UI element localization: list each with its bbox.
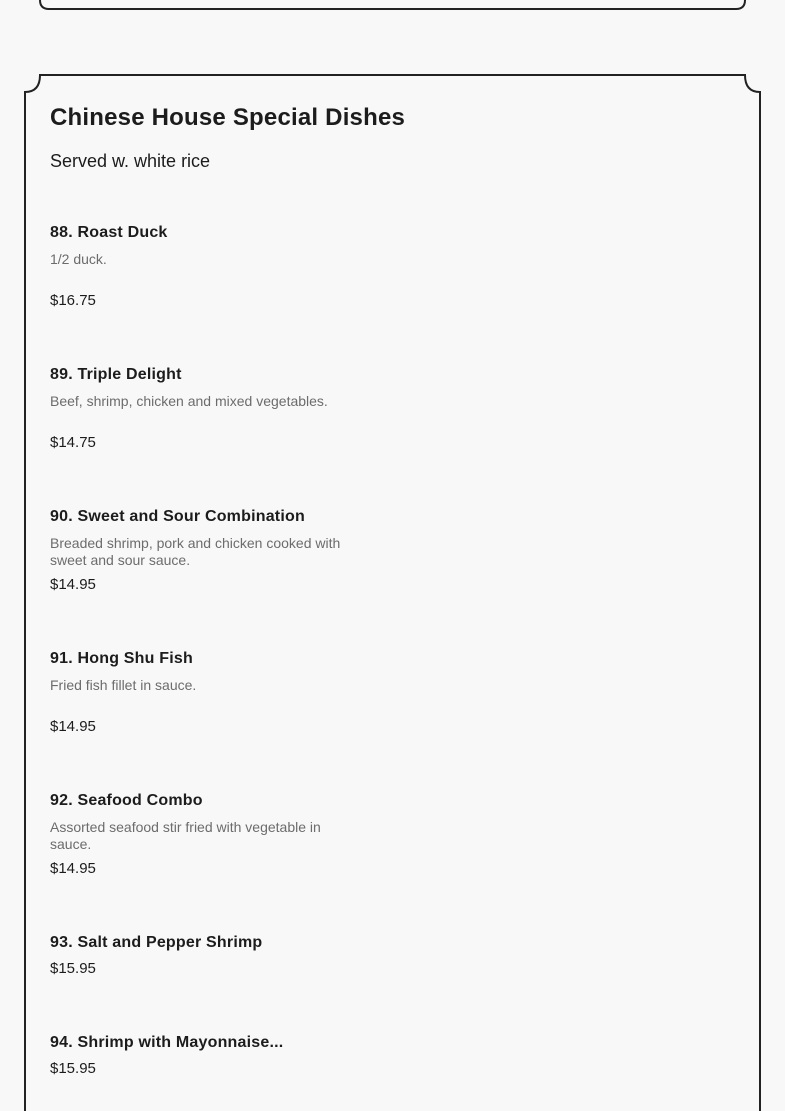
item-price: $15.95 bbox=[50, 1060, 96, 1077]
section-subtitle: Served w. white rice bbox=[50, 151, 211, 171]
item-price: $15.95 bbox=[50, 960, 96, 977]
item-name: 88. Roast Duck bbox=[50, 224, 168, 241]
item-price: $14.75 bbox=[50, 434, 96, 451]
item-price: $14.95 bbox=[50, 576, 96, 593]
item-description: Breaded shrimp, pork and chicken cooked with sweet and sour sauce. bbox=[50, 535, 341, 568]
item-name: 92. Seafood Combo bbox=[50, 792, 203, 809]
item-name: 93. Salt and Pepper Shrimp bbox=[50, 934, 263, 951]
item-description: Fried fish fillet in sauce. bbox=[50, 677, 197, 693]
item-price: $14.95 bbox=[50, 860, 96, 877]
item-price: $16.75 bbox=[50, 292, 96, 309]
item-name: 89. Triple Delight bbox=[50, 366, 182, 383]
item-name: 94. Shrimp with Mayonnaise... bbox=[50, 1034, 284, 1051]
item-description: Assorted seafood stir fried with vegetable in sauce. bbox=[50, 819, 321, 852]
item-description: 1/2 duck. bbox=[50, 251, 107, 267]
section-title: Chinese House Special Dishes bbox=[50, 104, 406, 131]
item-name: 91. Hong Shu Fish bbox=[50, 650, 193, 667]
item-name: 90. Sweet and Sour Combination bbox=[50, 508, 305, 525]
item-price: $14.95 bbox=[50, 718, 96, 735]
item-description: Beef, shrimp, chicken and mixed vegetables. bbox=[50, 393, 328, 409]
